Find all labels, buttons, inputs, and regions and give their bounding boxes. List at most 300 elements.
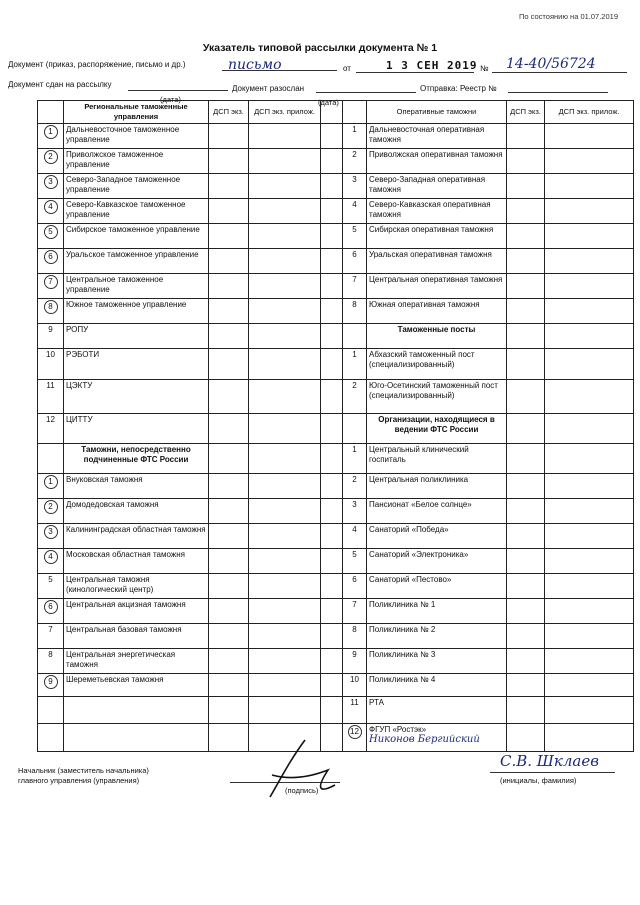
left-recipient-name: Северо-Кавказское таможенное управление (66, 200, 186, 219)
left-number-cell (38, 249, 64, 274)
spacer-cell (321, 199, 343, 224)
right-name-cell (367, 524, 507, 549)
right-name-cell (367, 174, 507, 199)
table-row (38, 649, 634, 674)
right-dsp-attach-cell (545, 274, 634, 299)
doc-type-handwritten: письмо (228, 57, 282, 73)
right-dsp-attach-cell (545, 324, 634, 349)
spacer-cell (321, 697, 343, 724)
spacer-cell (321, 524, 343, 549)
table-row (38, 349, 634, 380)
left-dsp-copies-cell (209, 124, 249, 149)
left-dsp-copies-cell (209, 249, 249, 274)
spacer-cell (321, 499, 343, 524)
right-recipient-name: Центральная оперативная таможня (369, 275, 503, 284)
left-recipient-name: Калининградская областная таможня (66, 525, 206, 534)
left-recipient-name: Северо-Западное таможенное управление (66, 175, 181, 194)
left-recipient-name: Центральная базовая таможня (66, 625, 182, 634)
left-name-cell (64, 380, 209, 414)
left-name-cell (64, 324, 209, 349)
left-dsp-copies-cell (209, 174, 249, 199)
chief-title-line2: главного управления (управления) (18, 776, 140, 785)
right-dsp-copies-cell (507, 474, 545, 499)
left-dsp-copies-cell (209, 649, 249, 674)
left-number: 4 (44, 200, 58, 214)
right-name-cell (367, 549, 507, 574)
left-dsp-copies-cell (209, 349, 249, 380)
left-dsp-copies-cell (209, 724, 249, 752)
left-number-cell (38, 724, 64, 752)
dispatch-label: Отправка: Реестр № (420, 84, 497, 93)
left-name-cell (64, 474, 209, 499)
right-dsp-attach-cell (545, 549, 634, 574)
right-dsp-attach-cell (545, 224, 634, 249)
left-dsp-attach-cell (249, 274, 321, 299)
table-row (38, 224, 634, 249)
name-caption: (инициалы, фамилия) (500, 776, 577, 785)
right-number-cell (343, 444, 367, 474)
left-dsp-attach-cell (249, 174, 321, 199)
left-number: 6 (44, 250, 58, 264)
left-dsp-attach-cell (249, 249, 321, 274)
right-dsp-attach-cell (545, 299, 634, 324)
table-header-row (38, 101, 634, 124)
left-number-cell (38, 674, 64, 697)
right-dsp-attach-cell (545, 724, 634, 752)
left-number-cell (38, 524, 64, 549)
left-recipient-name: Внуковская таможня (66, 475, 143, 484)
left-number-cell (38, 349, 64, 380)
right-dsp-copies-cell (507, 149, 545, 174)
table-row (38, 524, 634, 549)
left-dsp-copies-cell (209, 299, 249, 324)
left-number: 2 (44, 500, 58, 514)
left-dsp-attach-cell (249, 697, 321, 724)
right-number: 12 (348, 725, 362, 739)
right-dsp-attach-cell (545, 124, 634, 149)
right-recipient-name: Абхазский таможенный пост (специализированный) (369, 350, 475, 369)
table-row (38, 149, 634, 174)
right-dsp-attach-cell (545, 380, 634, 414)
left-recipient-name: Центральное таможенное управление (66, 275, 164, 294)
right-number-cell (343, 249, 367, 274)
left-name-cell (64, 674, 209, 697)
left-recipient-name: Домодедовская таможня (66, 500, 159, 509)
right-dsp-copies-cell (507, 174, 545, 199)
left-dsp-attach-cell (249, 349, 321, 380)
left-number-cell (38, 199, 64, 224)
table-row (38, 380, 634, 414)
right-dsp-attach-cell (545, 149, 634, 174)
right-recipient-name: Поликлиника № 3 (369, 650, 436, 659)
right-section-heading: Таможенные посты (397, 325, 476, 334)
right-number: 2 (352, 381, 357, 390)
left-recipient-name: РЭБОТИ (66, 350, 100, 359)
right-recipient-name: Сибирская оперативная таможня (369, 225, 494, 234)
right-number-cell (343, 199, 367, 224)
right-dsp-copies-cell (507, 649, 545, 674)
spacer-cell (321, 274, 343, 299)
left-number: 1 (44, 475, 58, 489)
right-dsp-copies-cell (507, 444, 545, 474)
left-dsp-attach-cell (249, 199, 321, 224)
spacer-cell (321, 224, 343, 249)
spacer-cell (321, 174, 343, 199)
right-dsp-attach-cell (545, 499, 634, 524)
table-row (38, 444, 634, 474)
right-recipient-name: Северо-Западная оперативная таможня (369, 175, 486, 194)
right-name-cell (367, 274, 507, 299)
right-number: 1 (352, 350, 357, 359)
right-recipient-name: Санаторий «Пестово» (369, 575, 452, 584)
right-dsp-copies-cell (507, 624, 545, 649)
distributed-line (316, 92, 416, 93)
left-number-cell (38, 697, 64, 724)
right-recipient-name: Поликлиника № 4 (369, 675, 436, 684)
right-name-cell (367, 324, 507, 349)
left-number-cell (38, 124, 64, 149)
left-name-cell (64, 649, 209, 674)
left-name-cell (64, 549, 209, 574)
left-name-cell (64, 274, 209, 299)
table-row (38, 414, 634, 444)
left-name-cell (64, 299, 209, 324)
left-number: 10 (46, 350, 55, 359)
right-recipient-name: Центральная поликлиника (369, 475, 469, 484)
left-number: 2 (44, 150, 58, 164)
spacer-cell (321, 599, 343, 624)
spacer-cell (321, 380, 343, 414)
spacer-cell (321, 624, 343, 649)
left-name-cell (64, 224, 209, 249)
left-name-cell (64, 499, 209, 524)
right-dsp-copies-cell (507, 299, 545, 324)
number-label: № (480, 64, 489, 73)
right-dsp-copies-cell (507, 349, 545, 380)
left-number: 8 (44, 300, 58, 314)
right-number: 2 (352, 150, 357, 159)
right-number-cell (343, 624, 367, 649)
left-name-cell (64, 599, 209, 624)
right-number: 4 (352, 525, 357, 534)
spacer-cell (321, 299, 343, 324)
spacer-cell (321, 414, 343, 444)
left-name-cell (64, 724, 209, 752)
left-recipient-name: Московская областная таможня (66, 550, 185, 559)
left-recipient-name: Шереметьевская таможня (66, 675, 164, 684)
table-row (38, 599, 634, 624)
left-dsp-copies-cell (209, 624, 249, 649)
left-name-cell (64, 624, 209, 649)
left-dsp-attach-cell (249, 674, 321, 697)
left-dsp-attach-cell (249, 224, 321, 249)
number-handwritten: 14-40/56724 (506, 56, 596, 72)
right-number-cell (343, 674, 367, 697)
left-recipient-name: Южное таможенное управление (66, 300, 187, 309)
right-handwritten-note: Никонов Бергийский (369, 734, 480, 745)
right-number-cell (343, 299, 367, 324)
left-name-cell (64, 524, 209, 549)
right-number-cell (343, 499, 367, 524)
right-number: 9 (352, 650, 357, 659)
distributed-label: Документ разослан (232, 84, 305, 93)
left-section-heading: Таможни, непосредственно подчиненные ФТС России (81, 445, 191, 464)
left-number: 7 (44, 275, 58, 289)
right-name-cell (367, 224, 507, 249)
spacer-cell (321, 349, 343, 380)
left-recipient-name: Дальневосточное таможенное управление (66, 125, 180, 144)
right-recipient-name: Санаторий «Победа» (369, 525, 449, 534)
right-number: 10 (350, 675, 359, 684)
table-row (38, 624, 634, 649)
right-name-cell (367, 249, 507, 274)
table-row (38, 474, 634, 499)
left-dsp-copies-cell (209, 674, 249, 697)
left-number: 7 (48, 625, 53, 634)
doc-type-label: Документ (приказ, распоряжение, письмо и др.) (8, 60, 186, 69)
left-recipient-name: Уральское таможенное управление (66, 250, 199, 259)
left-dsp-copies-cell (209, 380, 249, 414)
left-number: 1 (44, 125, 58, 139)
right-dsp-attach-cell (545, 444, 634, 474)
right-name-cell (367, 474, 507, 499)
left-recipient-name: Сибирское таможенное управление (66, 225, 200, 234)
left-number-cell (38, 599, 64, 624)
right-number-cell (343, 324, 367, 349)
left-number-cell (38, 380, 64, 414)
right-number-cell (343, 224, 367, 249)
left-number-cell (38, 444, 64, 474)
spacer-cell (321, 674, 343, 697)
spacer-cell (321, 324, 343, 349)
right-dsp-copies-cell (507, 549, 545, 574)
left-dsp-attach-cell (249, 549, 321, 574)
left-number: 5 (44, 225, 58, 239)
right-name-cell (367, 724, 507, 752)
left-dsp-attach-cell (249, 499, 321, 524)
left-number-cell (38, 414, 64, 444)
table-row (38, 499, 634, 524)
number-line (492, 72, 627, 73)
date-stamp: 1 3 СЕН 2019 (386, 59, 478, 72)
right-number: 11 (350, 698, 359, 707)
right-dsp-attach-cell (545, 649, 634, 674)
right-name-cell (367, 299, 507, 324)
left-dsp-copies-cell (209, 474, 249, 499)
right-number: 4 (352, 200, 357, 209)
right-recipient-name: Приволжская оперативная таможня (369, 150, 503, 159)
right-number-cell (343, 549, 367, 574)
right-dsp-attach-cell (545, 674, 634, 697)
right-dsp-attach-cell (545, 574, 634, 599)
right-recipient-name: Дальневосточная оперативная таможня (369, 125, 485, 144)
right-dsp-attach-cell (545, 174, 634, 199)
right-recipient-name: Поликлиника № 2 (369, 625, 436, 634)
table-row (38, 549, 634, 574)
right-number: 3 (352, 175, 357, 184)
right-number-cell (343, 524, 367, 549)
left-number-cell (38, 174, 64, 199)
left-number-cell (38, 649, 64, 674)
right-number-cell (343, 124, 367, 149)
right-name-cell (367, 574, 507, 599)
left-dsp-attach-cell (249, 474, 321, 499)
right-number-cell (343, 649, 367, 674)
right-number: 3 (352, 500, 357, 509)
right-dsp-copies-cell (507, 274, 545, 299)
left-number: 8 (48, 650, 53, 659)
right-dsp-copies-cell (507, 524, 545, 549)
right-dsp-copies-cell (507, 414, 545, 444)
right-name-cell (367, 649, 507, 674)
left-name-cell (64, 697, 209, 724)
corner-status-note: По состоянию на 01.07.2019 (519, 12, 618, 21)
right-recipient-name: Северо-Кавказская оперативная таможня (369, 200, 491, 219)
left-number: 11 (46, 381, 55, 390)
left-dsp-copies-cell (209, 274, 249, 299)
left-dsp-attach-cell (249, 444, 321, 474)
left-name-cell (64, 124, 209, 149)
right-number: 2 (352, 475, 357, 484)
right-number-cell (343, 380, 367, 414)
header-dsp-copies-right: ДСП экз. (507, 101, 545, 124)
left-number-cell (38, 499, 64, 524)
spacer-cell (321, 474, 343, 499)
table-row (38, 574, 634, 599)
left-name-cell (64, 174, 209, 199)
spacer-cell (321, 549, 343, 574)
right-number-cell (343, 149, 367, 174)
right-dsp-copies-cell (507, 499, 545, 524)
right-number-cell (343, 724, 367, 752)
left-number-cell (38, 549, 64, 574)
right-dsp-attach-cell (545, 414, 634, 444)
left-dsp-attach-cell (249, 599, 321, 624)
right-number: 1 (352, 125, 357, 134)
left-name-cell (64, 249, 209, 274)
left-number-cell (38, 324, 64, 349)
right-number: 5 (352, 225, 357, 234)
table-row (38, 199, 634, 224)
right-dsp-attach-cell (545, 474, 634, 499)
left-name-cell (64, 349, 209, 380)
right-name-cell (367, 149, 507, 174)
left-number: 9 (44, 675, 58, 689)
left-dsp-copies-cell (209, 224, 249, 249)
right-dsp-attach-cell (545, 349, 634, 380)
right-number-cell (343, 474, 367, 499)
date-line (356, 72, 474, 73)
left-recipient-name: ЦЭКТУ (66, 381, 93, 390)
left-dsp-attach-cell (249, 124, 321, 149)
left-dsp-copies-cell (209, 524, 249, 549)
left-recipient-name: ЦИТТУ (66, 415, 93, 424)
right-dsp-copies-cell (507, 674, 545, 697)
left-number-cell (38, 274, 64, 299)
right-name-cell (367, 199, 507, 224)
left-number-cell (38, 149, 64, 174)
right-recipient-name: Юго-Осетинский таможенный пост (специализированный) (369, 381, 498, 400)
header-dsp-attach: ДСП экз. прилож. (249, 101, 321, 124)
right-number-cell (343, 599, 367, 624)
left-number-cell (38, 474, 64, 499)
left-dsp-attach-cell (249, 414, 321, 444)
right-dsp-copies-cell (507, 124, 545, 149)
table-row (38, 324, 634, 349)
left-number: 6 (44, 600, 58, 614)
left-dsp-copies-cell (209, 149, 249, 174)
left-number: 3 (44, 175, 58, 189)
right-dsp-attach-cell (545, 249, 634, 274)
right-dsp-copies-cell (507, 599, 545, 624)
right-recipient-name: Поликлиника № 1 (369, 600, 436, 609)
right-number: 8 (352, 625, 357, 634)
right-name-cell (367, 349, 507, 380)
right-dsp-attach-cell (545, 524, 634, 549)
left-number: 9 (48, 325, 53, 334)
sent-line (128, 90, 228, 91)
left-number-cell (38, 574, 64, 599)
left-recipient-name: Центральная энергетическая таможня (66, 650, 176, 669)
right-recipient-name: Южная оперативная таможня (369, 300, 480, 309)
spacer-cell (321, 574, 343, 599)
right-section-heading: Организации, находящиеся в ведении ФТС России (378, 415, 495, 434)
left-name-cell (64, 574, 209, 599)
left-dsp-attach-cell (249, 574, 321, 599)
sent-date-caption: (дата) (160, 95, 181, 104)
header-dsp-attach-right: ДСП экз. прилож. (545, 101, 634, 124)
table-row (38, 697, 634, 724)
name-line (490, 772, 615, 773)
right-dsp-attach-cell (545, 199, 634, 224)
left-number: 3 (44, 525, 58, 539)
table-row (38, 299, 634, 324)
distribution-table (37, 100, 634, 752)
left-dsp-attach-cell (249, 149, 321, 174)
right-name-cell (367, 674, 507, 697)
right-recipient-name: Уральская оперативная таможня (369, 250, 492, 259)
right-recipient-name: Центральный клинический госпиталь (369, 445, 469, 464)
spacer-cell (321, 444, 343, 474)
spacer-cell (321, 649, 343, 674)
left-number-cell (38, 224, 64, 249)
right-name-cell (367, 599, 507, 624)
left-name-cell (64, 199, 209, 224)
left-number-cell (38, 299, 64, 324)
right-name-cell (367, 624, 507, 649)
header-dsp-copies: ДСП экз. (209, 101, 249, 124)
header-regional: Региональные таможенные управления (64, 101, 209, 124)
left-dsp-copies-cell (209, 444, 249, 474)
left-dsp-copies-cell (209, 697, 249, 724)
right-dsp-attach-cell (545, 624, 634, 649)
left-number: 5 (48, 575, 53, 584)
right-dsp-attach-cell (545, 599, 634, 624)
right-number: 7 (352, 600, 357, 609)
left-dsp-attach-cell (249, 524, 321, 549)
right-dsp-copies-cell (507, 324, 545, 349)
left-recipient-name: РОПУ (66, 325, 89, 334)
left-number-cell (38, 624, 64, 649)
distributed-date-caption: (дата) (318, 98, 339, 107)
right-dsp-copies-cell (507, 224, 545, 249)
table-row (38, 124, 634, 149)
left-dsp-copies-cell (209, 574, 249, 599)
left-name-cell (64, 414, 209, 444)
left-recipient-name: Приволжское таможенное управление (66, 150, 164, 169)
left-dsp-attach-cell (249, 649, 321, 674)
right-number-cell (343, 274, 367, 299)
